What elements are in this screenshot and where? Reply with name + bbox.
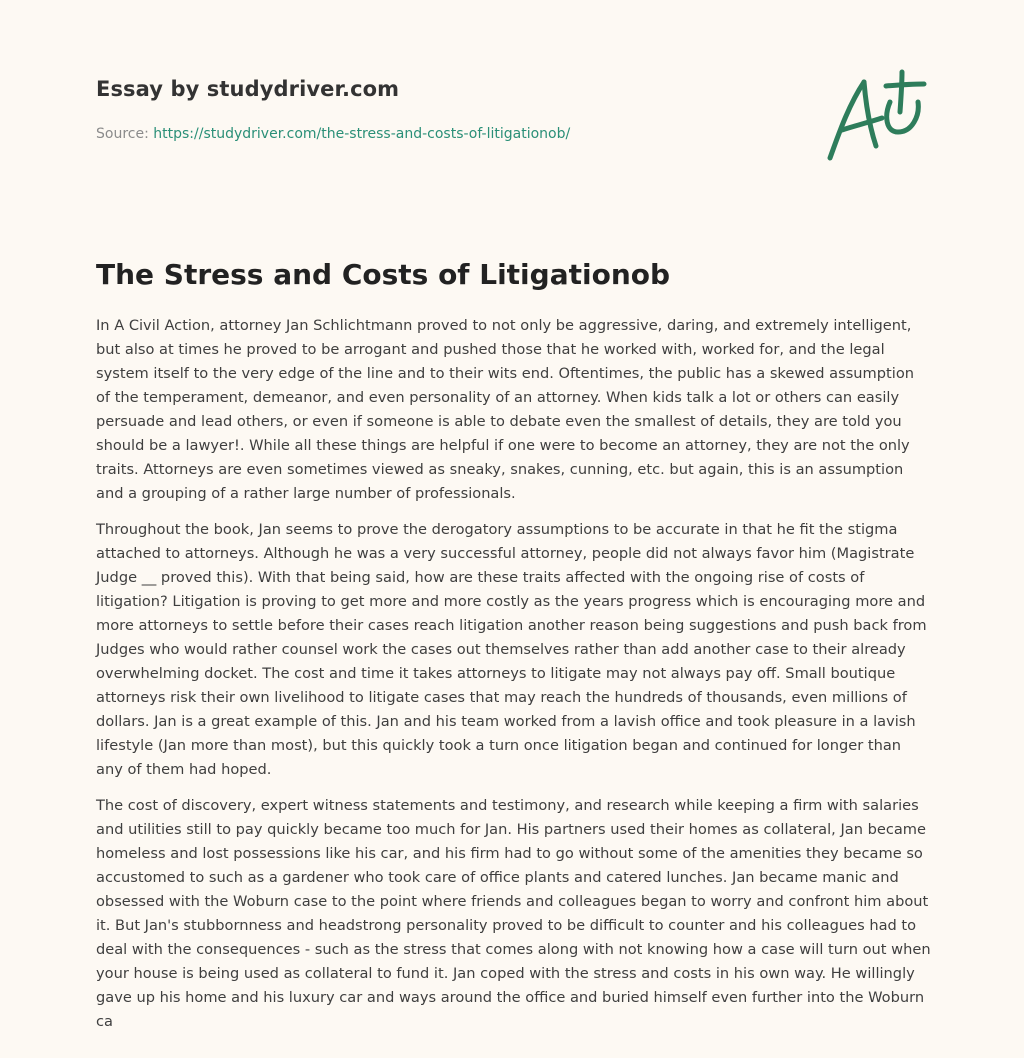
essay-header xyxy=(96,74,796,144)
essay-title: The Stress and Costs of Litigationob xyxy=(96,258,671,291)
source-label: Source: xyxy=(96,126,149,142)
essay-paragraph: The cost of discovery, expert witness statements and testimony, and research while keeping a firm with salaries and utilities still to pay quickly became too much for Jan. His partners used their homes as collateral, Jan became homeless and lost possessions like his car, and his firm had to go without some of the amenities they became so accustomed to such as a gardener who took care of office plants and catered lunches. Jan became manic and obsessed with the Woburn case to the point where friends and colleagues began to worry and confront him about it. But Jan's stubbornness and headstrong personality proved to be difficult to counter and his colleagues had to deal with the consequences - such as the stress that comes along with not knowing how a case will turn out when your house is being used as collateral to fund it. Jan coped with the stress and costs in his own way. He willingly gave up his home and his luxury car and ways around the office and buried himself even further into the Woburn ca xyxy=(96,797,931,1030)
essay-paragraph: Throughout the book, Jan seems to prove the derogatory assumptions to be accurate in that he fit the stigma attached to attorneys. Although he was a very successful attorney, people did not always favor him (Magistrate Judge __ proved this). With that being said, how are these traits affected with the ongoing rise of costs of litigation? Litigation is proving to get more and more costly as the years progress which is encouraging more and more attorneys to settle before their cases reach litigation another reason being suggestions and push back from Judges who would rather counsel work the cases out themselves rather than add another case to their already overwhelming docket. The cost and time it takes attorneys to litigate may not always pay off. Small boutique attorneys risk their own livelihood to litigate cases that may reach the hundreds of thousands, even millions of dollars. Jan is a great example of this. Jan and his team worked from a lavish office and took pleasure in a lavish lifestyle (Jan more than most), but this quickly took a turn once litigation began and continued for longer than any of them had hoped. xyxy=(96,521,927,778)
essay-paragraph: In A Civil Action, attorney Jan Schlichtmann proved to not only be aggressive, daring, and extremely intelligent, but also at times he proved to be arrogant and pushed those that he worked with, worked for, and the legal system itself to the very edge of the line and to their wits end. Oftentimes, the public has a skewed assumption of the temperament, demeanor, and even personality of an attorney. When kids talk a lot or others can easily persuade and lead others, or even if someone is able to debate even the smallest of details, they are told you should be a lawyer!. While all these things are helpful if one were to become an attorney, they are not the only traits. Attorneys are even sometimes viewed as sneaky, snakes, cunning, etc. but again, this is an assumption and a grouping of a rather large number of professionals. xyxy=(96,317,914,502)
a-plus-logo-icon xyxy=(820,66,930,166)
essay-body xyxy=(96,314,932,1046)
source-link[interactable]: https://studydriver.com/the-stress-and-costs-of-litigationob/ xyxy=(153,126,571,142)
brand-title: Essay by studydriver.com xyxy=(96,77,400,101)
source-line xyxy=(96,124,796,144)
